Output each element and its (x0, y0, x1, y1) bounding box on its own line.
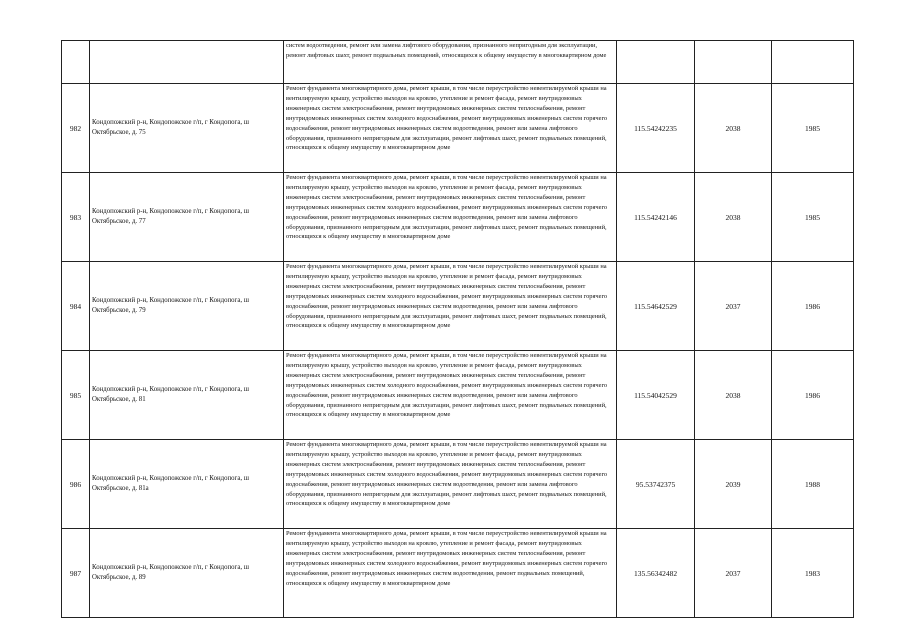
planned-year-cell: 2038 (695, 351, 772, 440)
planned-year-cell: 2037 (695, 262, 772, 351)
built-year-cell: 1986 (772, 262, 854, 351)
address-cell: Кондопожский р-н, Кондопожское г/п, г Кондопога, ш Октябрьское, д. 77 (90, 173, 284, 262)
built-year-cell: 1985 (772, 84, 854, 173)
row-number-cell: 984 (62, 262, 90, 351)
address-cell: Кондопожский р-н, Кондопожское г/п, г Кондопога, ш Октябрьское, д. 81а (90, 440, 284, 529)
planned-year-cell: 2038 (695, 84, 772, 173)
address-cell: Кондопожский р-н, Кондопожское г/п, г Кондопога, ш Октябрьское, д. 75 (90, 84, 284, 173)
row-number-cell: 982 (62, 84, 90, 173)
works-cell: систем водоотведения, ремонт или замена лифтового оборудования, признанного непригодным для эксплуатации, ремонт лифтовых шахт, ремонт подвальных помещений, относящихся к общему имуществу в многоквартирном доме (284, 41, 617, 84)
address-cell: Кондопожский р-н, Кондопожское г/п, г Кондопога, ш Октябрьское, д. 89 (90, 529, 284, 618)
value-cell: 115.54242146 (617, 173, 695, 262)
works-cell: Ремонт фундамента многоквартирного дома, ремонт крыши, в том числе переустройство невентилируемой крыши на вентилируемую крышу, устройство выходов на кровлю, утепление и ремонт фасада, ремонт внутридомовых инженерных систем электроснабжения, ремонт внутридомовых инженерных систем теплоснабжения, ремонт внутридомовых инженерных систем холодного водоснабжения, ремонт внутридомовых инженерных систем горячего водоснабжения, ремонт внутридомовых инженерных систем водоотведения, ремонт или замена лифтового оборудования, признанного непригодным для эксплуатации, ремонт лифтовых шахт, ремонт подвальных помещений, относящихся к общему имуществу в многоквартирном доме (284, 84, 617, 173)
address-cell: Кондопожский р-н, Кондопожское г/п, г Кондопога, ш Октябрьское, д. 81 (90, 351, 284, 440)
table-row-continuation (62, 41, 854, 84)
works-cell: Ремонт фундамента многоквартирного дома, ремонт крыши, в том числе переустройство невентилируемой крыши на вентилируемую крышу, устройство выходов на кровлю, утепление и ремонт фасада, ремонт внутридомовых инженерных систем электроснабжения, ремонт внутридомовых инженерных систем теплоснабжения, ремонт внутридомовых инженерных систем холодного водоснабжения, ремонт внутридомовых инженерных систем горячего водоснабжения, ремонт внутридомовых инженерных систем водоотведения, ремонт или замена лифтового оборудования, признанного непригодным для эксплуатации, ремонт лифтовых шахт, ремонт подвальных помещений, относящихся к общему имуществу в многоквартирном доме (284, 440, 617, 529)
row-number-cell: 985 (62, 351, 90, 440)
works-cell: Ремонт фундамента многоквартирного дома, ремонт крыши, в том числе переустройство невентилируемой крыши на вентилируемую крышу, устройство выходов на кровлю, утепление и ремонт фасада, ремонт внутридомовых инженерных систем электроснабжения, ремонт внутридомовых инженерных систем теплоснабжения, ремонт внутридомовых инженерных систем холодного водоснабжения, ремонт внутридомовых инженерных систем горячего водоснабжения, ремонт внутридомовых инженерных систем водоотведения, ремонт подвальных помещений, относящихся к общему имуществу в многоквартирном доме (284, 529, 617, 618)
table-row (62, 173, 854, 262)
row-number-cell: 983 (62, 173, 90, 262)
value-cell: 115.54042529 (617, 351, 695, 440)
table-row (62, 351, 854, 440)
planned-year-cell (695, 41, 772, 84)
planned-year-cell: 2038 (695, 173, 772, 262)
value-cell: 115.54642529 (617, 262, 695, 351)
works-cell: Ремонт фундамента многоквартирного дома, ремонт крыши, в том числе переустройство невентилируемой крыши на вентилируемую крышу, устройство выходов на кровлю, утепление и ремонт фасада, ремонт внутридомовых инженерных систем электроснабжения, ремонт внутридомовых инженерных систем теплоснабжения, ремонт внутридомовых инженерных систем холодного водоснабжения, ремонт внутридомовых инженерных систем горячего водоснабжения, ремонт внутридомовых инженерных систем водоотведения, ремонт или замена лифтового оборудования, признанного непригодным для эксплуатации, ремонт лифтовых шахт, ремонт подвальных помещений, относящихся к общему имуществу в многоквартирном доме (284, 173, 617, 262)
row-number-cell: 986 (62, 440, 90, 529)
table-row (62, 262, 854, 351)
table-row (62, 529, 854, 618)
planned-year-cell: 2037 (695, 529, 772, 618)
built-year-cell: 1986 (772, 351, 854, 440)
row-number-cell (62, 41, 90, 84)
value-cell: 115.54242235 (617, 84, 695, 173)
built-year-cell: 1988 (772, 440, 854, 529)
capital-repair-register-table (61, 40, 854, 618)
built-year-cell (772, 41, 854, 84)
planned-year-cell: 2039 (695, 440, 772, 529)
value-cell (617, 41, 695, 84)
works-cell: Ремонт фундамента многоквартирного дома, ремонт крыши, в том числе переустройство невентилируемой крыши на вентилируемую крышу, устройство выходов на кровлю, утепление и ремонт фасада, ремонт внутридомовых инженерных систем электроснабжения, ремонт внутридомовых инженерных систем теплоснабжения, ремонт внутридомовых инженерных систем холодного водоснабжения, ремонт внутридомовых инженерных систем горячего водоснабжения, ремонт внутридомовых инженерных систем водоотведения, ремонт или замена лифтового оборудования, признанного непригодным для эксплуатации, ремонт лифтовых шахт, ремонт подвальных помещений, относящихся к общему имуществу в многоквартирном доме (284, 351, 617, 440)
built-year-cell: 1985 (772, 173, 854, 262)
table-row (62, 440, 854, 529)
works-cell: Ремонт фундамента многоквартирного дома, ремонт крыши, в том числе переустройство невентилируемой крыши на вентилируемую крышу, устройство выходов на кровлю, утепление и ремонт фасада, ремонт внутридомовых инженерных систем электроснабжения, ремонт внутридомовых инженерных систем теплоснабжения, ремонт внутридомовых инженерных систем холодного водоснабжения, ремонт внутридомовых инженерных систем горячего водоснабжения, ремонт внутридомовых инженерных систем водоотведения, ремонт или замена лифтового оборудования, признанного непригодным для эксплуатации, ремонт лифтовых шахт, ремонт подвальных помещений, относящихся к общему имуществу в многоквартирном доме (284, 262, 617, 351)
value-cell: 135.56342482 (617, 529, 695, 618)
address-cell (90, 41, 284, 84)
row-number-cell: 987 (62, 529, 90, 618)
table-row (62, 84, 854, 173)
value-cell: 95.53742375 (617, 440, 695, 529)
built-year-cell: 1983 (772, 529, 854, 618)
address-cell: Кондопожский р-н, Кондопожское г/п, г Кондопога, ш Октябрьское, д. 79 (90, 262, 284, 351)
